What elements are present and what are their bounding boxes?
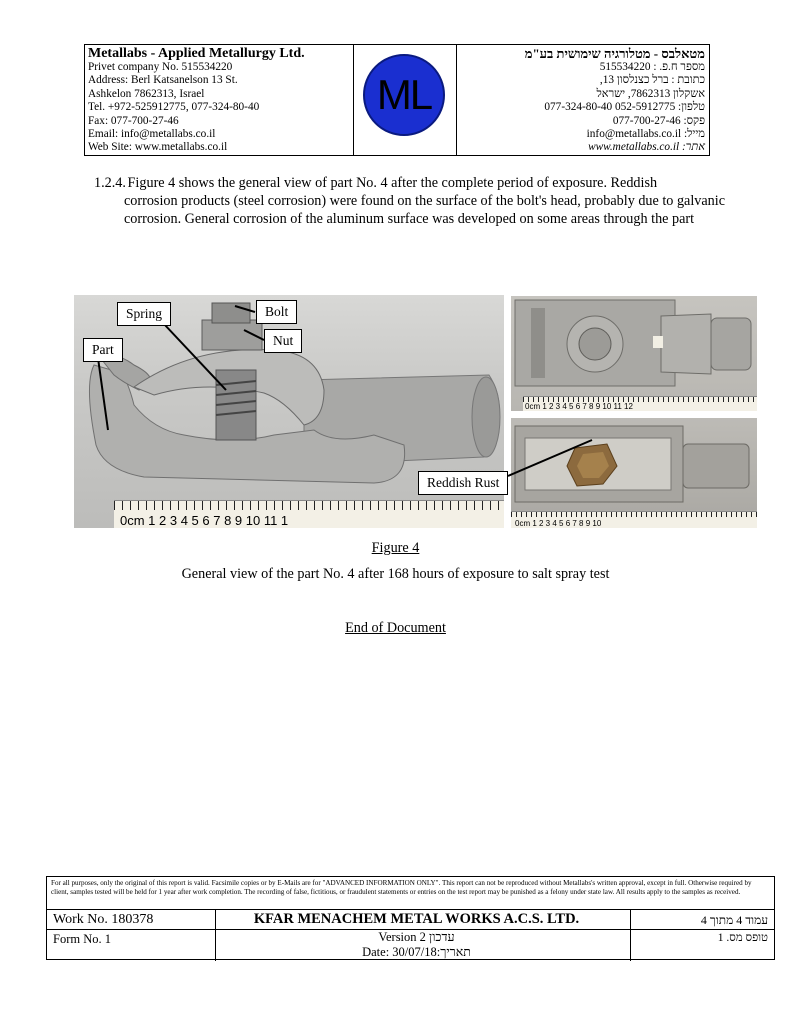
- company-reg-he: מספר ח.פ. : 515534220: [599, 61, 705, 73]
- version-text: Version 2 עדכון: [378, 930, 455, 944]
- date-text: Date: 30/07/18:תאריך: [362, 945, 471, 959]
- website-he: אתר: www.metallabs.co.il: [588, 141, 705, 154]
- nut-leader-line: [244, 330, 264, 340]
- figure-caption: General view of the part No. 4 after 168 hours of exposure to salt spray test: [181, 566, 610, 582]
- phone-he: טלפון: 052-5912775 077-324-80-40: [544, 101, 705, 114]
- footer-row-work: [47, 909, 774, 930]
- page-number: עמוד 4 מתוך 4: [700, 913, 768, 927]
- callout-reddish-rust: Reddish Rust: [418, 471, 508, 495]
- fax-he: פקס: 077-700-27-46: [612, 114, 705, 127]
- phone-en: Tel. +972-525912775, 077-324-80-40: [88, 101, 260, 114]
- callout-bolt: Bolt: [256, 300, 297, 324]
- website-en: Web Site: www.metallabs.co.il: [88, 141, 228, 154]
- bolt-leader-line: [235, 306, 255, 312]
- company-reg-en: Privet company No. 515534220: [88, 61, 233, 73]
- work-number: Work No. 180378: [47, 910, 216, 930]
- client-company: KFAR MENACHEM METAL WORKS A.C.S. LTD.: [203, 910, 631, 930]
- address-line2-he: אשקלון 7862313, ישראל: [596, 87, 705, 100]
- section-number: 1.2.4.: [94, 175, 126, 191]
- spring-leader-line: [164, 324, 226, 390]
- address-line1-en: Address: Berl Katsanelson 13 St.: [88, 74, 238, 87]
- form-number: Form No. 1: [47, 930, 216, 961]
- part-leader-line: [98, 358, 108, 430]
- fax-en: Fax: 077-700-27-46: [88, 114, 179, 127]
- rust-leader-line: [508, 440, 592, 476]
- callout-part: Part: [83, 338, 123, 362]
- address-line2-en: Ashkelon 7862313, Israel: [88, 87, 205, 100]
- paragraph-first-line: Figure 4 shows the general view of part No. 4 after the complete period of exposure. Reddish: [127, 175, 658, 191]
- end-of-document-text: End of Document: [345, 620, 446, 636]
- callout-nut: Nut: [264, 329, 302, 353]
- version-block: [203, 930, 631, 961]
- ruler-labels: 0cm 1 2 3 4 5 6 7 8 9 10 11 12: [525, 402, 633, 411]
- end-of-document: [0, 620, 791, 637]
- footer-disclaimer: For all purposes, only the original of this report is valid. Facsimile copies or by E-Mails are for "ADVANCED INFORMATION ONLY". This report can not be reproduced without Metallabs's written approval, except in full. Otherwise required by client, samples tested will be held for 1 year after work completion. The recording of false, fictitious, or fraudulent statements or entries on the test report may be punished as a felony under state law. All results apply to the samples as received.: [51, 879, 752, 897]
- figure-number: Figure 4: [371, 540, 420, 556]
- ruler-labels: 0cm 1 2 3 4 5 6 7 8 9 10 11 1: [120, 513, 289, 528]
- paragraph-continuation: corrosion products (steel corrosion) were found on the surface of the bolt's head, probably due to galvanic corrosion. General corrosion of the aluminum surface was developed on some areas through the part: [124, 193, 726, 228]
- callout-spring: Spring: [117, 302, 171, 326]
- company-name-he: מטאלבס - מטלורגיה שימושית בע"מ: [524, 46, 705, 61]
- email-en: Email: info@metallabs.co.il: [88, 128, 216, 141]
- ruler-labels: 0cm 1 2 3 4 5 6 7 8 9 10: [515, 519, 602, 528]
- address-line1-he: כתובת : ברל כצנלסון 13,: [599, 74, 705, 87]
- footer-row-form: [47, 929, 774, 961]
- company-logo: ML: [363, 54, 445, 136]
- page-footer: [46, 876, 775, 960]
- figure-label: [0, 540, 791, 557]
- company-name-en: Metallabs - Applied Metallurgy Ltd.: [88, 46, 305, 61]
- form-number-hebrew: טופס מס. 1: [717, 932, 768, 944]
- email-he: מייל: info@metallabs.co.il: [586, 128, 705, 141]
